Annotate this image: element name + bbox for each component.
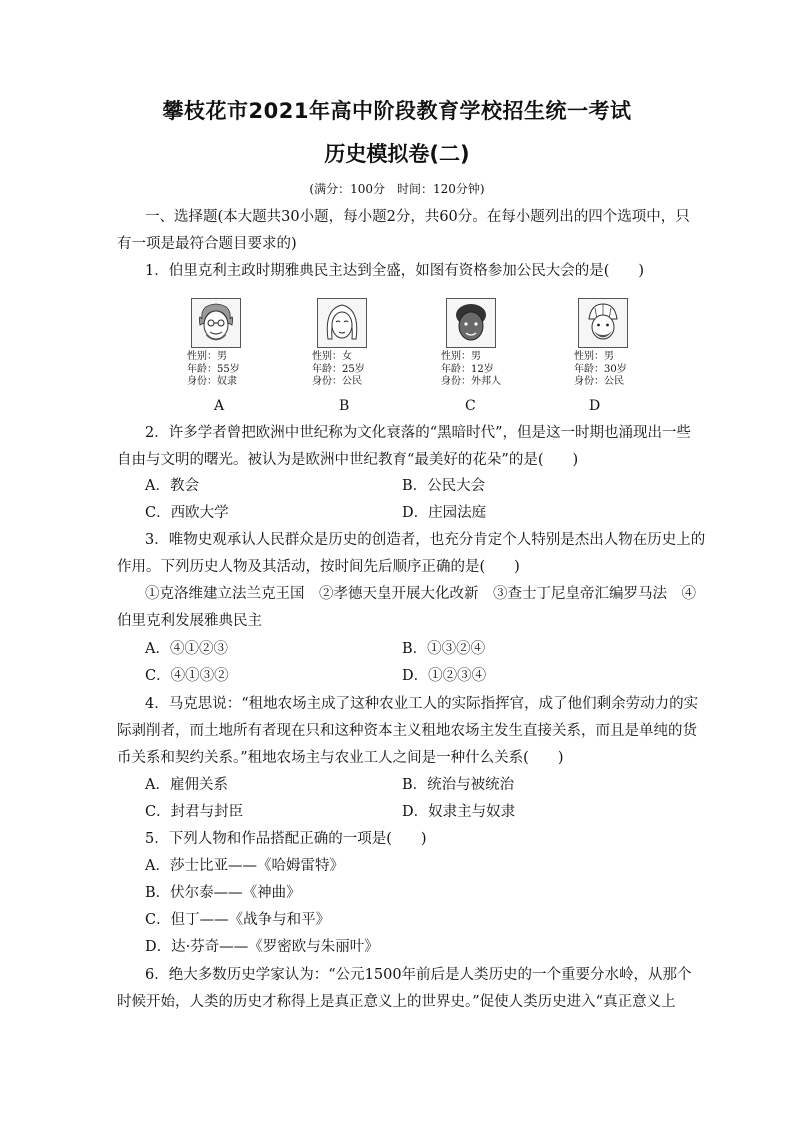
question-2-option-c[interactable]: C．西欧大学 [145, 505, 229, 521]
question-3-line4: 伯里克利发展雅典民主 [117, 613, 262, 629]
figure-c-gender: 性别：男 [441, 351, 481, 362]
question-2-option-d[interactable]: D．庄园法庭 [402, 505, 487, 521]
figure-c-status: 身份：外邦人 [441, 376, 501, 387]
figure-b-label: B [339, 398, 350, 414]
question-2-line1: 2．许多学者曾把欧洲中世纪称为文化衰落的“黑暗时代”，但是这一时期也涌现出一些 [145, 425, 692, 441]
figure-d-gender: 性别：男 [574, 351, 614, 362]
figure-a-status: 身份：奴隶 [187, 376, 237, 387]
figure-a-info [187, 351, 240, 389]
question-4-option-d[interactable]: D．奴隶主与奴隶 [402, 804, 516, 820]
figure-a-label: A [214, 398, 225, 414]
figure-b-info [312, 351, 365, 389]
question-4-option-c[interactable]: C．封君与封臣 [145, 804, 244, 820]
figure-c-label: C [465, 398, 476, 414]
figure-b-age: 年龄：25岁 [312, 363, 365, 375]
question-3-option-d[interactable]: D．①②③④ [402, 668, 487, 684]
question-5-stem: 5．下列人物和作品搭配正确的一项是( ) [145, 831, 427, 847]
figure-d-status: 身份：公民 [574, 376, 624, 387]
figure-d-label: D [589, 398, 601, 414]
exam-subtitle: 历史模拟卷(二) [324, 142, 470, 166]
figure-a-age: 年龄：55岁 [187, 363, 240, 375]
elderly-man-portrait-icon [191, 298, 241, 348]
question-6-line2: 时候开始，人类的历史才称得上是真正意义上的世界史。”促使人类历史进入“真正意义上 [117, 994, 676, 1010]
question-5-option-a[interactable]: A．莎士比亚——《哈姆雷特》 [145, 858, 344, 874]
question-2-option-a[interactable]: A．教会 [145, 478, 199, 494]
question-4-option-b[interactable]: B．统治与被统治 [402, 777, 515, 793]
question-4-line1: 4．马克思说：“租地农场主成了这种农业工人的实际指挥官，成了他们剩余劳动力的实 [145, 696, 699, 712]
figure-a-gender: 性别：男 [187, 351, 227, 362]
question-1-stem: 1．伯里克利主政时期雅典民主达到全盛，如图有资格参加公民大会的是( ) [145, 263, 645, 279]
figure-c-age: 年龄：12岁 [441, 363, 494, 375]
question-4-line3: 币关系和契约关系。”租地农场主与农业工人之间是一种什么关系( ) [117, 750, 564, 766]
figure-d-age: 年龄：30岁 [574, 363, 627, 375]
question-3-option-b[interactable]: B．①③②④ [402, 641, 486, 657]
figure-c-info [441, 351, 501, 389]
figure-d-info [574, 351, 627, 389]
question-3-line2: 作用。下列历史人物及其活动，按时间先后顺序正确的是( ) [117, 559, 520, 575]
question-3-option-c[interactable]: C．④①③② [145, 668, 229, 684]
question-3-line3: ①克洛维建立法兰克王国 ②孝德天皇开展大化改新 ③查士丁尼皇帝汇编罗马法 ④ [145, 586, 696, 602]
exam-meta: (满分：100分 时间：120分钟) [309, 182, 485, 196]
question-6-line1: 6．绝大多数历史学家认为：“公元1500年前后是人类历史的一个重要分水岭，从那个 [145, 967, 692, 983]
bearded-man-portrait-icon [578, 298, 628, 348]
question-5-option-b[interactable]: B．伏尔泰——《神曲》 [145, 885, 301, 901]
question-5-option-d[interactable]: D．达·芬奇——《罗密欧与朱丽叶》 [145, 939, 379, 955]
question-4-option-a[interactable]: A．雇佣关系 [145, 777, 228, 793]
question-5-option-c[interactable]: C．但丁——《战争与和平》 [145, 912, 331, 928]
question-2-line2: 自由与文明的曙光。被认为是欧洲中世纪教育“最美好的花朵”的是( ) [117, 452, 579, 468]
question-4-line2: 际剥削者，而土地所有者现在只和这种资本主义租地农场主发生直接关系，而且是单纯的货 [117, 723, 697, 739]
woman-portrait-icon [317, 298, 367, 348]
figure-b-gender: 性别：女 [312, 351, 352, 362]
boy-portrait-icon [446, 298, 496, 348]
section-instructions-line1: 一、选择题(本大题共30小题，每小题2分，共60分。在每小题列出的四个选项中，只 [145, 209, 690, 225]
section-instructions-line2: 有一项是最符合题目要求的) [117, 236, 297, 252]
exam-title: 攀枝花市2021年高中阶段教育学校招生统一考试 [162, 99, 632, 123]
question-3-line1: 3．唯物史观承认人民群众是历史的创造者，也充分肯定个人特别是杰出人物在历史上的 [145, 532, 706, 548]
question-2-option-b[interactable]: B．公民大会 [402, 478, 486, 494]
question-3-option-a[interactable]: A．④①②③ [145, 641, 228, 657]
figure-b-status: 身份：公民 [312, 376, 362, 387]
